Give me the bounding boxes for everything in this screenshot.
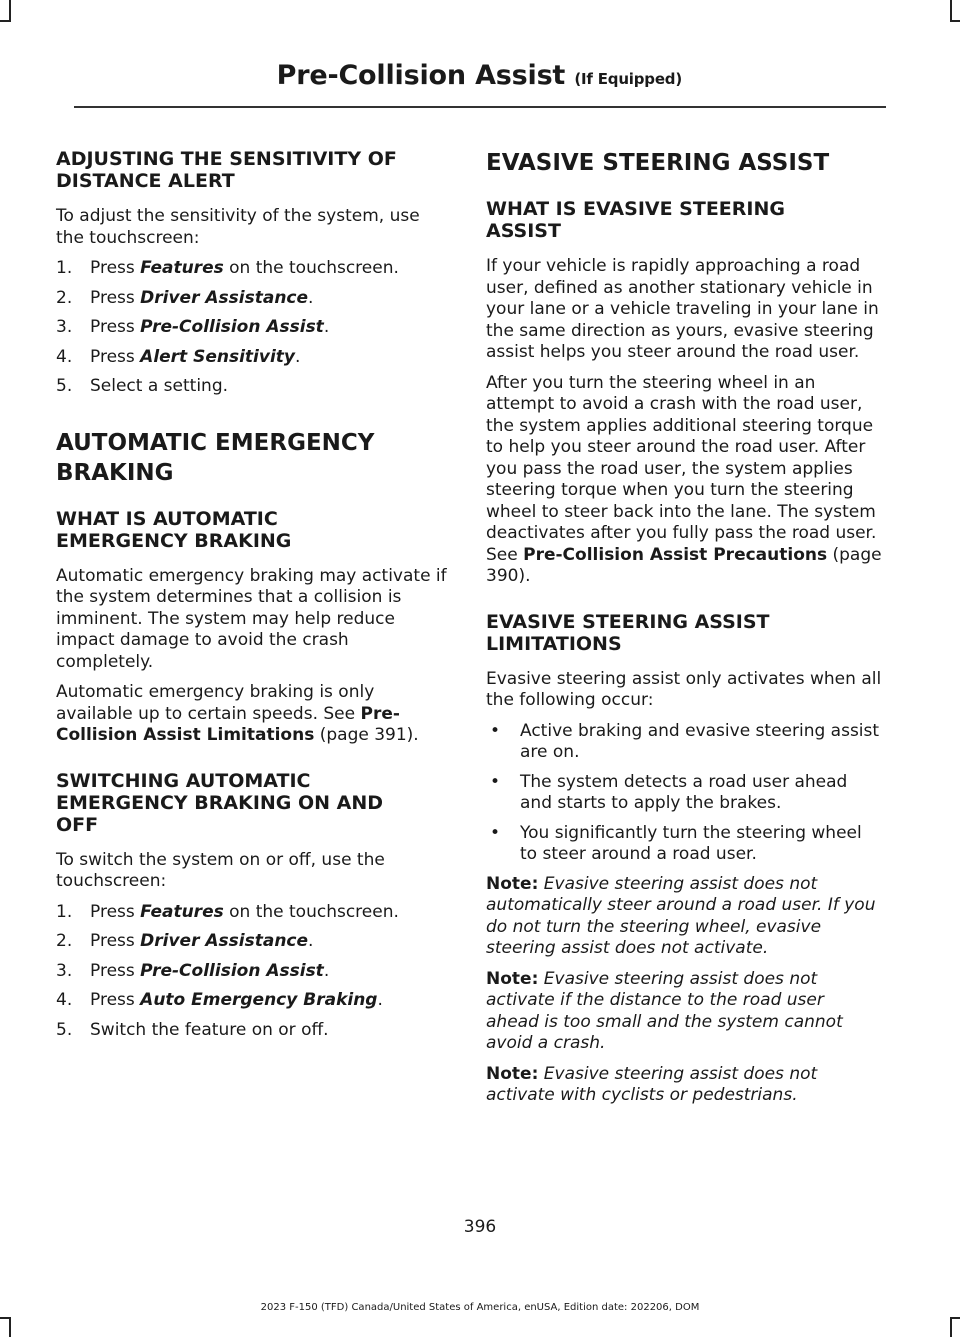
- crop-mark: [950, 20, 960, 22]
- step-number: 1.: [56, 901, 73, 922]
- list-item: [486, 772, 882, 815]
- switching-aeb-heading: [56, 770, 448, 836]
- step-text: Press: [90, 901, 141, 922]
- paragraph-text: After you turn the steering wheel in an attempt to avoid a crash with the road user, the system applies additional steering torque to help you steer around the road user. After you pass the road user, the system applies steering torque when you turn the steering wheel to steer back into the lane. The system deactivates after you fully pass the road user. See: [486, 372, 877, 565]
- crop-mark: [950, 1317, 952, 1337]
- step-text: .: [323, 317, 330, 337]
- step-text: Press: [90, 317, 141, 337]
- aeb-speed-paragraph: [56, 682, 448, 747]
- step-menu-item: Pre-Collision Assist: [140, 960, 324, 981]
- step-number: 5.: [56, 1019, 73, 1040]
- list-item: [486, 823, 882, 866]
- step-menu-item: Auto Emergency Braking: [140, 990, 378, 1010]
- esa-torque-paragraph: [486, 373, 882, 588]
- step-menu-item: Features: [140, 258, 224, 278]
- step-number: 4.: [56, 346, 73, 367]
- list-item: [56, 902, 448, 924]
- step-text: Select a setting.: [90, 376, 229, 396]
- step-menu-item: Alert Sensitivity: [140, 346, 295, 367]
- sensitivity-steps: [56, 258, 448, 398]
- right-column: [486, 148, 882, 1116]
- step-number: 2.: [56, 931, 73, 951]
- sensitivity-heading: [56, 148, 448, 192]
- title-line: BRAKING: [56, 459, 174, 486]
- aeb-paragraph: Automatic emergency braking may activate if the system determines that a collision is imminent. The system may help reduce impact damage to avoid the crash completely.: [56, 565, 447, 672]
- step-text: .: [308, 287, 314, 308]
- step-text: .: [295, 346, 301, 367]
- step-number: 1.: [56, 258, 73, 278]
- title-line: AUTOMATIC EMERGENCY: [56, 429, 375, 456]
- crop-mark: [9, 1317, 11, 1337]
- note-label: Note:: [486, 1063, 539, 1084]
- note: [486, 969, 882, 1055]
- list-item: [486, 721, 882, 764]
- header-rule: [74, 106, 886, 108]
- step-number: 3.: [56, 960, 73, 981]
- step-text: on the touchscreen.: [223, 258, 399, 278]
- step-number: 2.: [56, 287, 73, 308]
- bullet-icon: •: [490, 720, 501, 741]
- edition-footer: 2023 F-150 (TFD) Canada/United States of America, enUSA, Edition date: 202206, DOM: [260, 1302, 700, 1313]
- note-text: Evasive steering assist does not activate with cyclists or pedestrians.: [486, 1063, 818, 1105]
- step-menu-item: Driver Assistance: [140, 931, 309, 951]
- step-number: 4.: [56, 990, 73, 1010]
- step-menu-item: Features: [140, 901, 224, 922]
- list-item: [56, 376, 448, 398]
- crop-mark: [950, 0, 952, 22]
- step-text: Press: [90, 346, 141, 367]
- what-is-aeb-heading: [56, 508, 448, 552]
- header-title: Pre-Collision Assist: [276, 60, 566, 91]
- heading-line: OFF: [56, 813, 99, 836]
- limitations-list: [486, 721, 882, 866]
- step-text: Press: [90, 990, 141, 1010]
- bullet-icon: •: [490, 822, 501, 843]
- heading-line: ADJUSTING THE SENSITIVITY OF: [56, 148, 397, 170]
- step-number: 3.: [56, 317, 73, 337]
- step-text: .: [308, 931, 314, 951]
- step-text: Press: [90, 258, 141, 278]
- sensitivity-intro: To adjust the sensitivity of the system, use the touchscreen:: [56, 206, 420, 248]
- heading-line: EVASIVE STEERING ASSIST: [486, 610, 770, 633]
- step-text: .: [377, 990, 383, 1010]
- list-item: [56, 258, 448, 280]
- title-line: EVASIVE STEERING ASSIST: [486, 150, 830, 176]
- aeb-section-title: [56, 428, 448, 488]
- step-text: on the touchscreen.: [223, 901, 399, 922]
- bullet-text: You significantly turn the steering wheel to steer around a road user.: [520, 822, 862, 864]
- step-text: .: [323, 960, 330, 981]
- bullet-text: Active braking and evasive steering assist are on.: [520, 720, 880, 762]
- what-is-esa-heading: [486, 198, 882, 242]
- switch-steps: [56, 902, 448, 1042]
- crop-mark: [9, 0, 11, 22]
- note: [486, 1064, 882, 1107]
- cross-reference-link[interactable]: Pre-Collision Assist Precautions: [523, 544, 828, 565]
- esa-paragraph: If your vehicle is rapidly approaching a road user, defined as another stationary vehicle in your lane or a vehicle traveling in your lane in the same direction as yours, evasive steering assist helps you steer around the road user.: [486, 256, 879, 362]
- note-label: Note:: [486, 968, 539, 989]
- note-label: Note:: [486, 873, 539, 894]
- list-item: [56, 288, 448, 310]
- step-text: Switch the feature on or off.: [90, 1019, 329, 1040]
- list-item: [56, 961, 448, 983]
- limitations-intro: Evasive steering assist only activates when all the following occur:: [486, 668, 882, 710]
- paragraph-text: (page 391).: [314, 725, 419, 745]
- heading-line: EMERGENCY BRAKING: [56, 529, 292, 552]
- cross-reference-link[interactable]: Pre-Collision Assist Limitations: [56, 703, 400, 745]
- header-subtitle: (If Equipped): [574, 70, 682, 88]
- crop-mark: [0, 1317, 11, 1319]
- step-text: Press: [90, 931, 141, 951]
- esa-section-title: [486, 148, 882, 178]
- step-text: Press: [90, 960, 141, 981]
- step-menu-item: Pre-Collision Assist: [140, 317, 324, 337]
- list-item: [56, 317, 448, 339]
- list-item: [56, 931, 448, 953]
- step-text: Press: [90, 287, 141, 308]
- list-item: [56, 347, 448, 369]
- step-menu-item: Driver Assistance: [140, 287, 309, 308]
- esa-limitations-heading: [486, 611, 882, 655]
- paragraph-text: Automatic emergency braking is only available up to certain speeds. See: [56, 682, 375, 724]
- note-text: Evasive steering assist does not automatically steer around a road user. If you do not turn the steering wheel, evasive steering assist does not activate.: [486, 873, 876, 958]
- heading-line: LIMITATIONS: [486, 632, 622, 655]
- note: [486, 874, 882, 960]
- page-header: [277, 60, 682, 91]
- heading-line: DISTANCE ALERT: [56, 170, 235, 192]
- crop-mark: [950, 1317, 960, 1319]
- left-column: [56, 148, 448, 1049]
- heading-line: WHAT IS AUTOMATIC: [56, 507, 278, 530]
- heading-line: SWITCHING AUTOMATIC: [56, 769, 311, 792]
- note-text: Evasive steering assist does not activate if the distance to the road user ahead is too small and the system cannot avoid a crash.: [486, 968, 843, 1053]
- page-number: 396: [463, 1217, 497, 1237]
- list-item: [56, 1020, 448, 1042]
- heading-line: WHAT IS EVASIVE STEERING: [486, 198, 785, 220]
- crop-mark: [0, 20, 11, 22]
- bullet-icon: •: [490, 771, 501, 792]
- heading-line: ASSIST: [486, 220, 561, 242]
- bullet-text: The system detects a road user ahead and starts to apply the brakes.: [520, 771, 848, 813]
- switch-intro: To switch the system on or off, use the touchscreen:: [56, 849, 385, 891]
- list-item: [56, 990, 448, 1012]
- step-number: 5.: [56, 376, 73, 396]
- paragraph-text: (page 390).: [486, 544, 882, 586]
- heading-line: EMERGENCY BRAKING ON AND: [56, 791, 384, 814]
